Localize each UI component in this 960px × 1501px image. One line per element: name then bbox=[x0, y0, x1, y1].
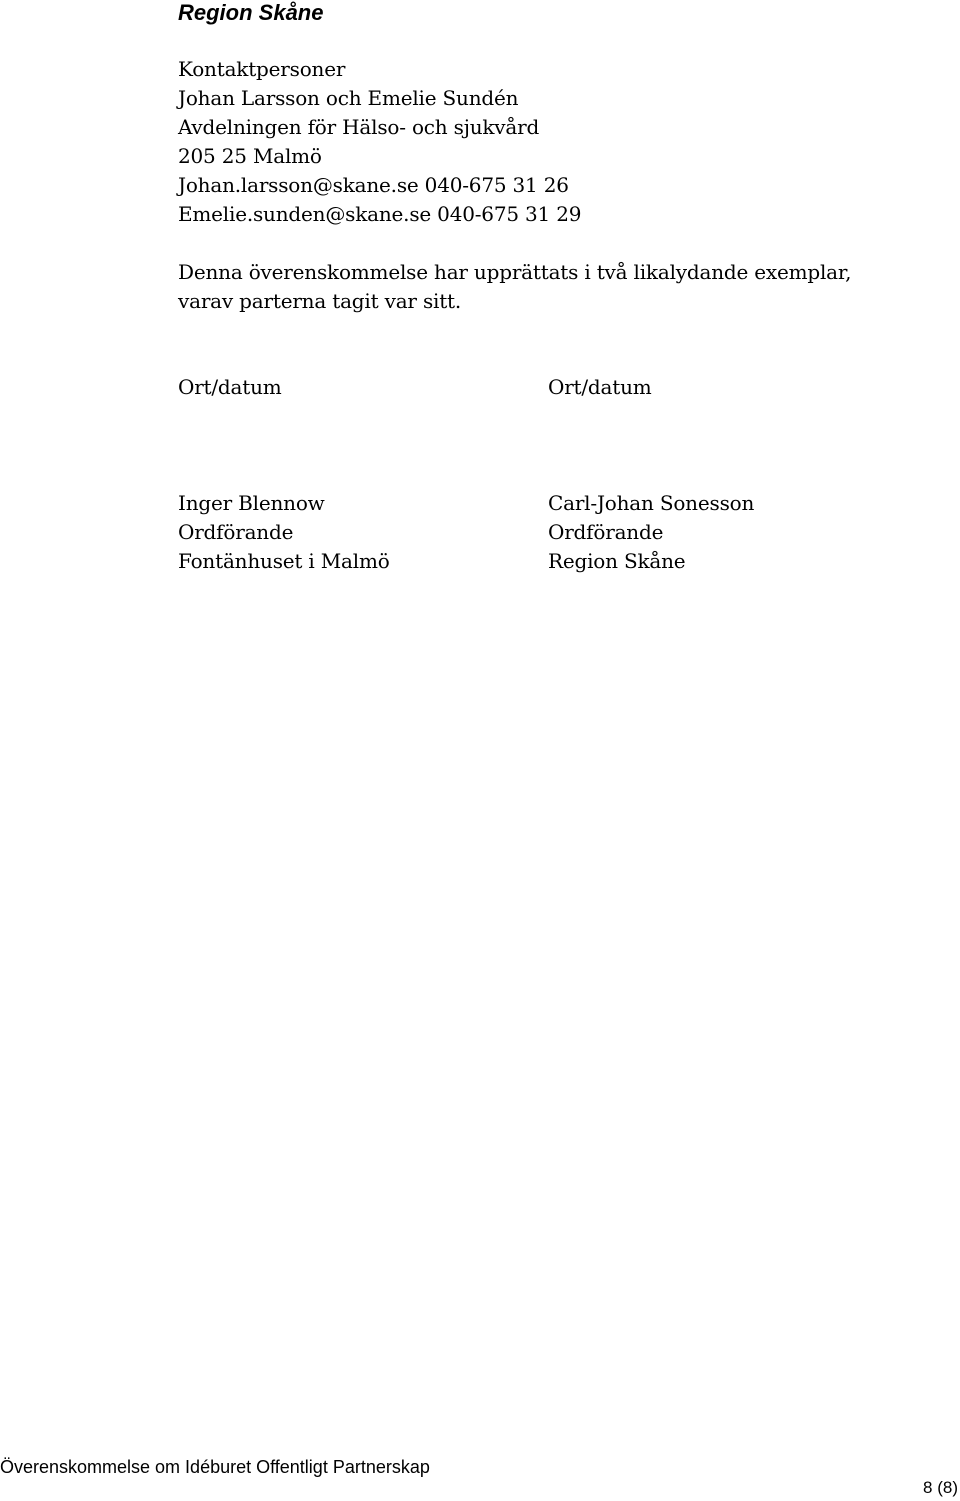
left-signatory-name: Inger Blennow bbox=[178, 491, 325, 515]
agreement-line: Denna överenskommelse har upprättats i två likalydande exemplar, bbox=[178, 260, 852, 284]
agreement-statement bbox=[178, 258, 918, 316]
footer-page-number: 8 (8) bbox=[923, 1478, 958, 1497]
page-header-title: Region Skåne bbox=[178, 0, 324, 25]
left-place-date: Ort/datum bbox=[178, 375, 282, 399]
left-signatory-organization: Fontänhuset i Malmö bbox=[178, 549, 390, 573]
right-signatory-name: Carl-Johan Sonesson bbox=[548, 491, 755, 515]
right-signature-block bbox=[548, 489, 754, 576]
contact-names: Johan Larsson och Emelie Sundén bbox=[178, 86, 519, 110]
footer-document-title: Överenskommelse om Idéburet Offentligt Partnerskap bbox=[0, 1457, 430, 1477]
right-signatory-role: Ordförande bbox=[548, 520, 664, 544]
contact-johan: Johan.larsson@skane.se 040-675 31 26 bbox=[178, 173, 569, 197]
right-place-date: Ort/datum bbox=[548, 375, 652, 399]
contact-heading: Kontaktpersoner bbox=[178, 57, 346, 81]
left-signature-block bbox=[178, 489, 390, 576]
contact-address: 205 25 Malmö bbox=[178, 144, 322, 168]
contact-block bbox=[178, 55, 581, 229]
left-signatory-role: Ordförande bbox=[178, 520, 294, 544]
right-signatory-organization: Region Skåne bbox=[548, 549, 686, 573]
agreement-line: varav parterna tagit var sitt. bbox=[178, 289, 462, 313]
contact-department: Avdelningen för Hälso- och sjukvård bbox=[178, 115, 540, 139]
contact-emelie: Emelie.sunden@skane.se 040-675 31 29 bbox=[178, 202, 582, 226]
